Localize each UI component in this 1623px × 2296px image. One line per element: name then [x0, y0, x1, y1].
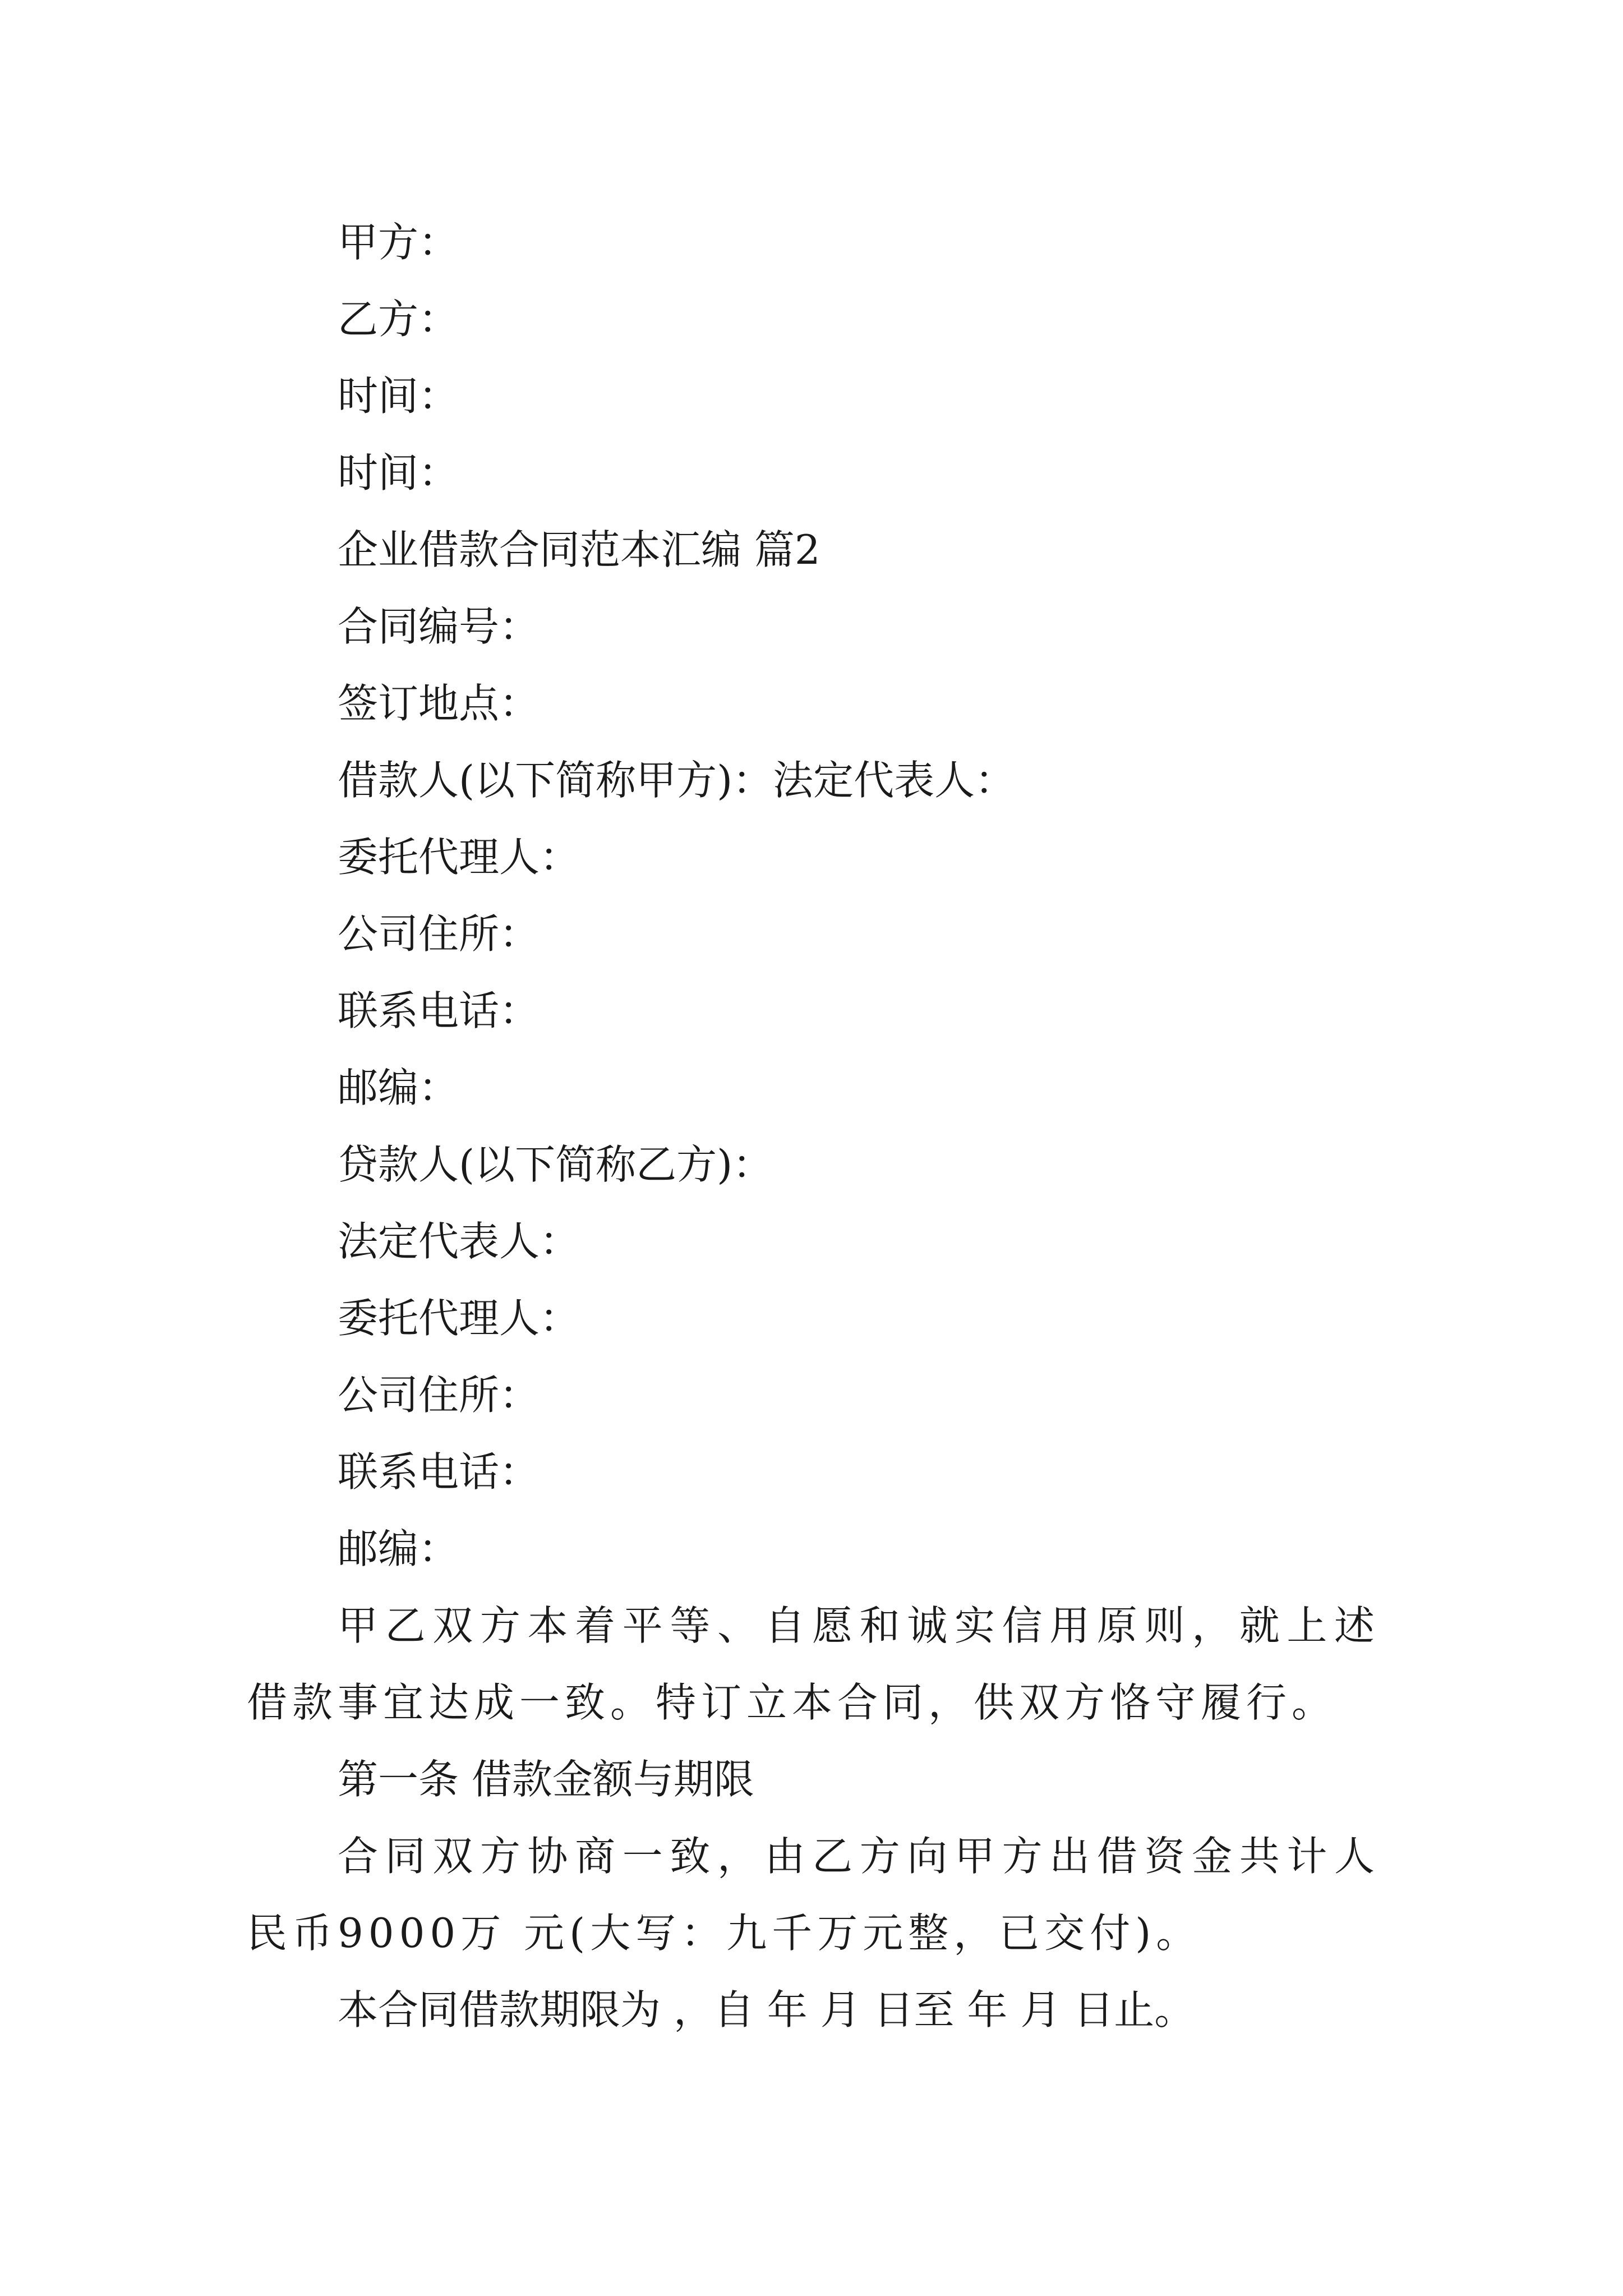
contract-number-label: 合同编号：	[338, 603, 540, 650]
date-label-1: 时间：	[338, 372, 459, 420]
lender-legal-rep-label: 法定代表人：	[338, 1218, 580, 1265]
lender-postcode-label: 邮编：	[338, 1525, 459, 1572]
party-b-label: 乙方：	[338, 296, 459, 343]
borrower-agent-label: 委托代理人：	[338, 834, 580, 881]
lender-agent-label: 委托代理人：	[338, 1295, 580, 1342]
lender-address-label: 公司住所：	[338, 1372, 540, 1419]
lender-label: 贷款人(以下简称乙方)：	[338, 1141, 773, 1188]
principle-paragraph: 甲乙双方本着平等、自愿和诚实信用原则，就上述借款事宜达成一致。特订立本合同，供双方恪守履行。	[247, 1602, 1380, 1726]
section-heading: 企业借款合同范本汇编 篇2	[338, 526, 820, 573]
document-body	[247, 204, 1380, 2049]
lender-phone-label: 联系电话：	[338, 1448, 540, 1496]
borrower-postcode-label: 邮编：	[338, 1064, 459, 1111]
borrower-label: 借款人(以下简称甲方)：法定代表人：	[338, 757, 1016, 804]
article-1-title: 第一条 借款金额与期限	[338, 1756, 754, 1803]
signing-place-label: 签订地点：	[338, 680, 540, 727]
borrower-phone-label: 联系电话：	[338, 987, 540, 1034]
date-label-2: 时间：	[338, 449, 459, 496]
article-1-term-line: 本合同借款期限为 ，自 年 月 日至 年 月 日止。	[338, 1986, 1195, 2033]
article-1-amount-paragraph: 合同双方协商一致，由乙方向甲方出借资金共计人民币9000万 元(大写：九千万元整，已交付)。	[247, 1833, 1380, 1957]
borrower-address-label: 公司住所：	[338, 910, 540, 958]
party-a-label: 甲方：	[338, 219, 459, 266]
